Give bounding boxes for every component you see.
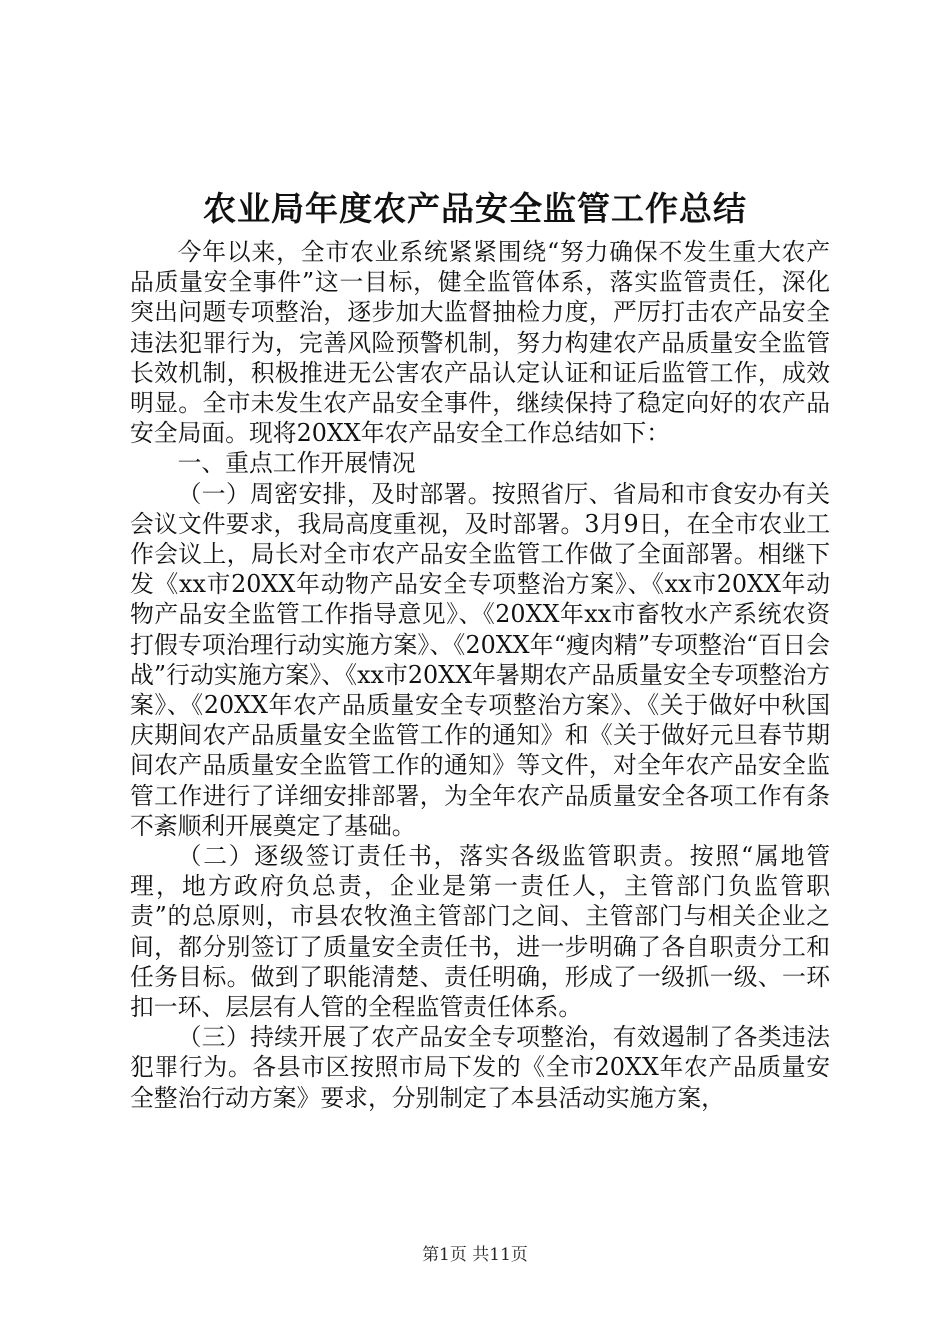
section-heading: 一、重点工作开展情况: [177, 449, 416, 478]
intro-paragraph: 今年以来，全市农业系统紧紧围绕“努力确保不发生重大农产品质量安全事件”这一目标，健全监管体系，落实监管责任，深化突出问题专项整治，逐步加大监督抽检力度，严厉打击农产品安全违法犯罪行为，完善风险预警机制，努力构建农产品质量安全监管长效机制，积极推进无公害农产品认定认证和证后监管工作，成效明显。全市未发生农产品安全事件，继续保持了稳定向好的农产品安全局面。现将20XX年农产品安全工作总结如下：: [130, 238, 830, 448]
document-body: [130, 237, 830, 1113]
document-title: 农业局年度农产品安全监管工作总结: [203, 189, 747, 228]
item-three-paragraph: （三）持续开展了农产品安全专项整治，有效遏制了各类违法犯罪行为。各县市区按照市局下发的《全市20XX年农产品质量安全整治行动方案》要求，分别制定了本县活动实施方案，: [130, 1023, 830, 1112]
page-footer: 第1页 共11页: [422, 1245, 528, 1265]
item-one-paragraph: （一）周密安排，及时部署。按照省厅、省局和市食安办有关会议文件要求，我局高度重视，及时部署。3月9日，在全市农业工作会议上，局长对全市农产品安全监管工作做了全面部署。相继下发《xx市20XX年动物产品安全专项整治方案》、《xx市20XX年动物产品安全监管工作指导意见》、《20XX年xx市畜牧水产系统农资打假专项治理行动实施方案》、《20XX年“瘦肉精”专项整治“百日会战”行动实施方案》、《xx市20XX年暑期农产品质量安全专项整治方案》、《20XX年农产品质量安全专项整治方案》、《关于做好中秋国庆期间农产品质量安全监管工作的通知》和《关于做好元旦春节期间农产品质量安全监管工作的通知》等文件，对全年农产品安全监管工作进行了详细安排部署，为全年农产品质量安全各项工作有条不紊顺利开展奠定了基础。: [130, 479, 830, 840]
item-two-paragraph: （二）逐级签订责任书，落实各级监管职责。按照“属地管理，地方政府负总责，企业是第一责任人，主管部门负监管职责”的总原则，市县农牧渔主管部门之间、主管部门与相关企业之间，都分别签订了质量安全责任书，进一步明确了各自职责分工和任务目标。做到了职能清楚、责任明确，形成了一级抓一级、一环扣一环、层层有人管的全程监管责任体系。: [130, 842, 830, 1022]
